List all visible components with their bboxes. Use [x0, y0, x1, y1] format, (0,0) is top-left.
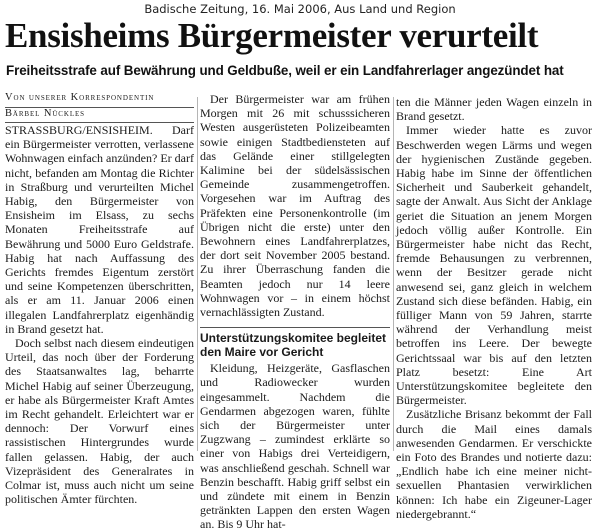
article-column-2 [200, 92, 390, 532]
paragraph: Doch selbst nach diesem eindeutigen Urteil, das noch über der Forderung des Staatsanwaltes lag, beharrte Michel Habig auf seiner Überzeugung, er habe als Bürgermeister Kraft Amtes im Recht gehandelt. Erleichtert war er dennoch: Der Vorwurf eines rassistischen Hintergrundes wurde fallen gelassen. Habig, der auch Vizepräsident des Generalrates in Colmar ist, muss auch nicht um seine politischen Ämter fürchten. [5, 336, 194, 507]
paragraph: Immer wieder hatte es zuvor Beschwerden wegen Lärms und wegen der hygienischen Zustände gegeben. Habig habe im Sinne der öffentlichen Sicherheit und Sauberkeit gehandelt, sagte der Anwalt. Aus Sicht der Anklage geriet die Situation an jenem Morgen jedoch völlig außer Kontrolle. Ein Bürgermeister habe nicht das Recht, fremde Behausungen zu verbrennen, wenn der Besitzer gerade nicht anwesend sei, ganz gleich in welchem Zustand sich diese befänden. Habig, ein fülliger Mann von 59 Jahren, starrte während der Verhandlung meist betroffen ins Leere. Der bewegte Gerichtssaal war bis auf den letzten Platz besetzt: Eine Art Unterstützungskomitee begleitete den Bürgermeister. [396, 123, 592, 408]
byline-line-2: Bärbel Nückles [5, 108, 194, 124]
paragraph: Der Bürgermeister war am frühen Morgen mit 26 mit schusssicheren Westen ausgerüsteten Polizeibeamten sowie einigen Stadtbediensteten auf das Gelände einer stillgelegten Kalimine bei der südelsässischen Gemeinde zusammengetroffen. Vorgesehen war im Auftrag des Präfekten eine Personenkontrolle (im Übrigen nicht die erste) unter den Bewohnern eines Landfahrerplatzes, der dort seit November 2005 bestand. Zu ihrer Überraschung fanden die Beamten jedoch nur 14 leere Wohnwagen vor – in einem höchst vernachlässigten Zustand. [200, 92, 390, 320]
column-divider [393, 97, 394, 451]
column-divider [197, 97, 198, 451]
headline: Ensisheims Bürgermeister verurteilt [5, 16, 539, 55]
paragraph: ten die Männer jeden Wagen einzeln in Brand gesetzt. [396, 95, 592, 124]
paragraph: STRASSBURG/ENSISHEIM. Darf ein Bürgermeister verrotten, verlassene Wohnwagen einfach anzünden? Er darf nicht, befanden am Montag die Richter in Straßburg und verurteilten Michel Habig, den Bürgermeister von Ensisheim im Elsass, zu sechs Monaten Freiheitsstrafe auf Bewährung und 5000 Euro Geldstrafe. Habig hat nach Auffassung des Gerichts fremdes Eigentum zerstört und seine Kompetenzen überschritten, als er am 11. Januar 2006 einen illegalen Landfahrerplatz eigenhändig in Brand gesetzt hat. [5, 123, 194, 336]
source-line: Badische Zeitung, 16. Mai 2006, Aus Land und Region [144, 2, 456, 16]
paragraph: Kleidung, Heizgeräte, Gasflaschen und Radiowecker wurden eingesammelt. Nachdem die Gendarmen abgezogen waren, fühlte sich der Bürgermeister unter Zugzwang – zumindest erklärte so einer von Habigs drei Verteidigern, was anschließend geschah. Schnell war Benzin beschafft. Habig griff selbst ein und zündete mit einem in Benzin getränkten Lappen den ersten Wagen an. Bis 9 Uhr hat- [200, 361, 390, 532]
paragraph: Zusätzliche Brisanz bekommt der Fall durch die Mail eines damals anwesenden Gendarmen. Er verschickte ein Foto des Brandes und notierte dazu: „Endlich habe ich eine meiner nicht-sexuellen Phantasien verwirklichen können: Ich habe ein Zigeuner-Lager niedergebrannt.“ [396, 407, 592, 521]
byline-line-1: Von unserer Korrespondentin [5, 92, 194, 108]
intermediate-heading: Unterstützungskomitee begleitet den Maire vor Gericht [200, 327, 390, 359]
subheadline: Freiheitsstrafe auf Bewährung und Geldbuße, weil er ein Landfahrerlager angezündet hat [6, 63, 564, 78]
article-column-3 [396, 95, 592, 521]
article-column-1 [5, 92, 194, 507]
